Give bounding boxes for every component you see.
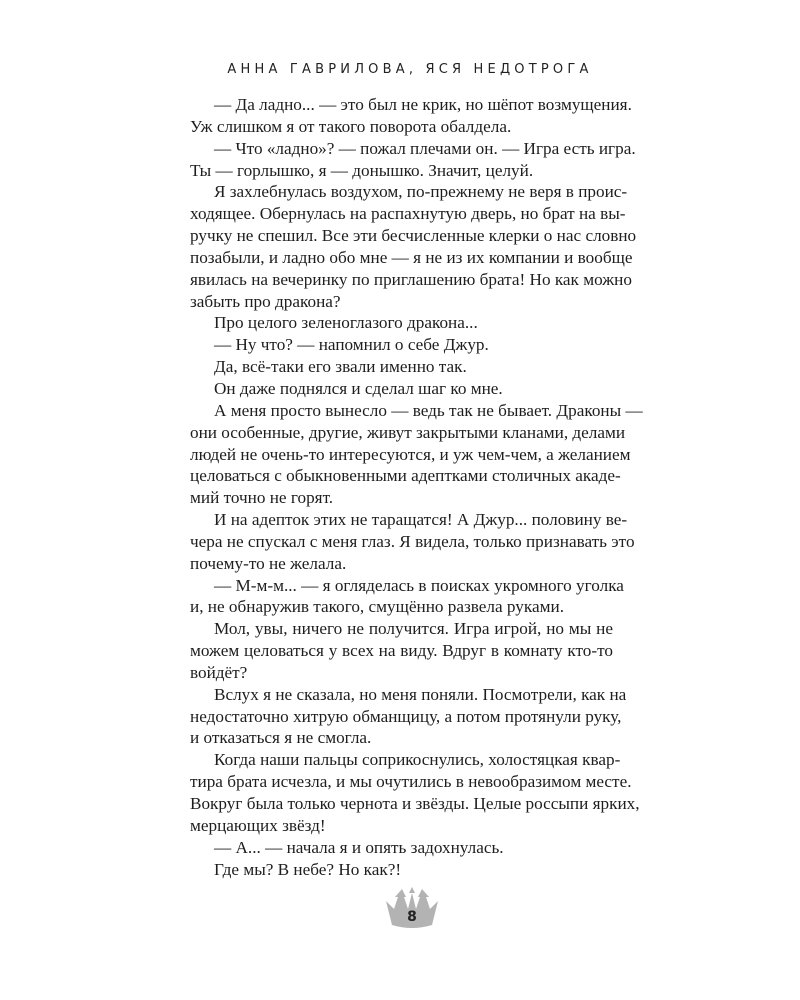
text-line: и отказаться я не смогла. (190, 728, 372, 748)
text-line: Уж слишком я от такого поворота обалдела. (190, 116, 512, 136)
body-text (190, 94, 643, 880)
paragraph (190, 312, 613, 334)
text-line: Вокруг была только чернота и звёзды. Целые россыпи ярких, (190, 794, 640, 813)
text-line: — Да ладно... — это был не крик, но шёпот возмущения. (214, 95, 632, 114)
text-line: позабыли, и ладно обо мне — я не из их компании и вообще (190, 247, 633, 267)
paragraph (190, 334, 613, 356)
text-line: Вслух я не сказала, но меня поняли. Посмотрели, как на (214, 684, 627, 704)
text-line: Он даже поднялся и сделал шаг ко мне. (214, 378, 503, 398)
text-line: — М-м-м... — я огляделась в поисках укромного уголка (214, 575, 624, 595)
paragraph (190, 749, 640, 836)
text-line: мерцающих звёзд! (190, 815, 326, 835)
text-line: — А... — начала я и опять задохнулась. (214, 837, 504, 857)
paragraph (190, 181, 637, 312)
text-line: ходящее. Обернулась на распахнутую дверь, но брат на вы- (190, 204, 626, 224)
text-line: и, не обнаружив такого, смущённо развела руками. (190, 597, 564, 617)
text-line: И на адепток этих не таращатся! А Джур... половину ве- (214, 510, 628, 530)
text-line: Мол, увы, ничего не получится. Игра игрой, но мы не (214, 619, 613, 639)
text-line: можем целоваться у всех на виду. Вдруг в комнату кто-то (190, 641, 613, 661)
text-line: недостаточно хитрую обманщицу, а потом протянули руку, (190, 706, 622, 726)
running-header: АННА ГАВРИЛОВА, ЯСЯ НЕДОТРОГА (227, 62, 593, 77)
paragraph (190, 684, 627, 750)
text-line: мий точно не горят. (190, 488, 334, 508)
text-line: — Что «ладно»? — пожал плечами он. — Игра есть игра. (214, 138, 636, 158)
text-line: — Ну что? — напомнил о себе Джур. (214, 335, 489, 355)
text-line: явилась на вечеринку по приглашению брата! Но как можно (190, 269, 632, 289)
text-line: Ты — горлышко, я — донышко. Значит, целуй. (190, 160, 534, 180)
text-line: ручку не спешил. Все эти бесчисленные клерки о нас словно (190, 226, 637, 246)
text-line: чера не спускал с меня глаз. Я видела, только признавать это (190, 531, 635, 551)
paragraph (190, 837, 613, 859)
paragraph (190, 400, 643, 509)
paragraph (190, 138, 636, 182)
text-line: целоваться с обыкновенными адептками столичных акаде- (190, 466, 621, 486)
paragraph (190, 859, 613, 881)
paragraph (190, 378, 613, 400)
paragraph (190, 94, 632, 138)
text-line: Про целого зеленоглазого дракона... (214, 313, 478, 333)
text-line: забыть про дракона? (190, 291, 341, 311)
text-line: Когда наши пальцы соприкоснулись, холостяцкая квар- (214, 750, 621, 770)
text-line: людей не очень-то интересуются, и уж чем-чем, а желанием (190, 444, 631, 464)
text-line: Где мы? В небе? Но как?! (214, 859, 402, 879)
text-line: почему-то не желала. (190, 553, 347, 573)
text-line: Я захлебнулась воздухом, по-прежнему не веря в проис- (214, 182, 628, 202)
text-line: они особенные, другие, живут закрытыми кланами, делами (190, 422, 626, 442)
paragraph (190, 575, 624, 619)
text-line: войдёт? (190, 662, 248, 682)
page-number: 8 (407, 909, 417, 925)
text-line: тира брата исчезла, и мы очутились в невообразимом месте. (190, 772, 632, 792)
paragraph (190, 618, 613, 684)
paragraph (190, 356, 613, 378)
paragraph (190, 509, 635, 575)
text-line: А меня просто вынесло — ведь так не бывает. Драконы — (214, 400, 643, 420)
text-line: Да, всё-таки его звали именно так. (214, 357, 467, 377)
